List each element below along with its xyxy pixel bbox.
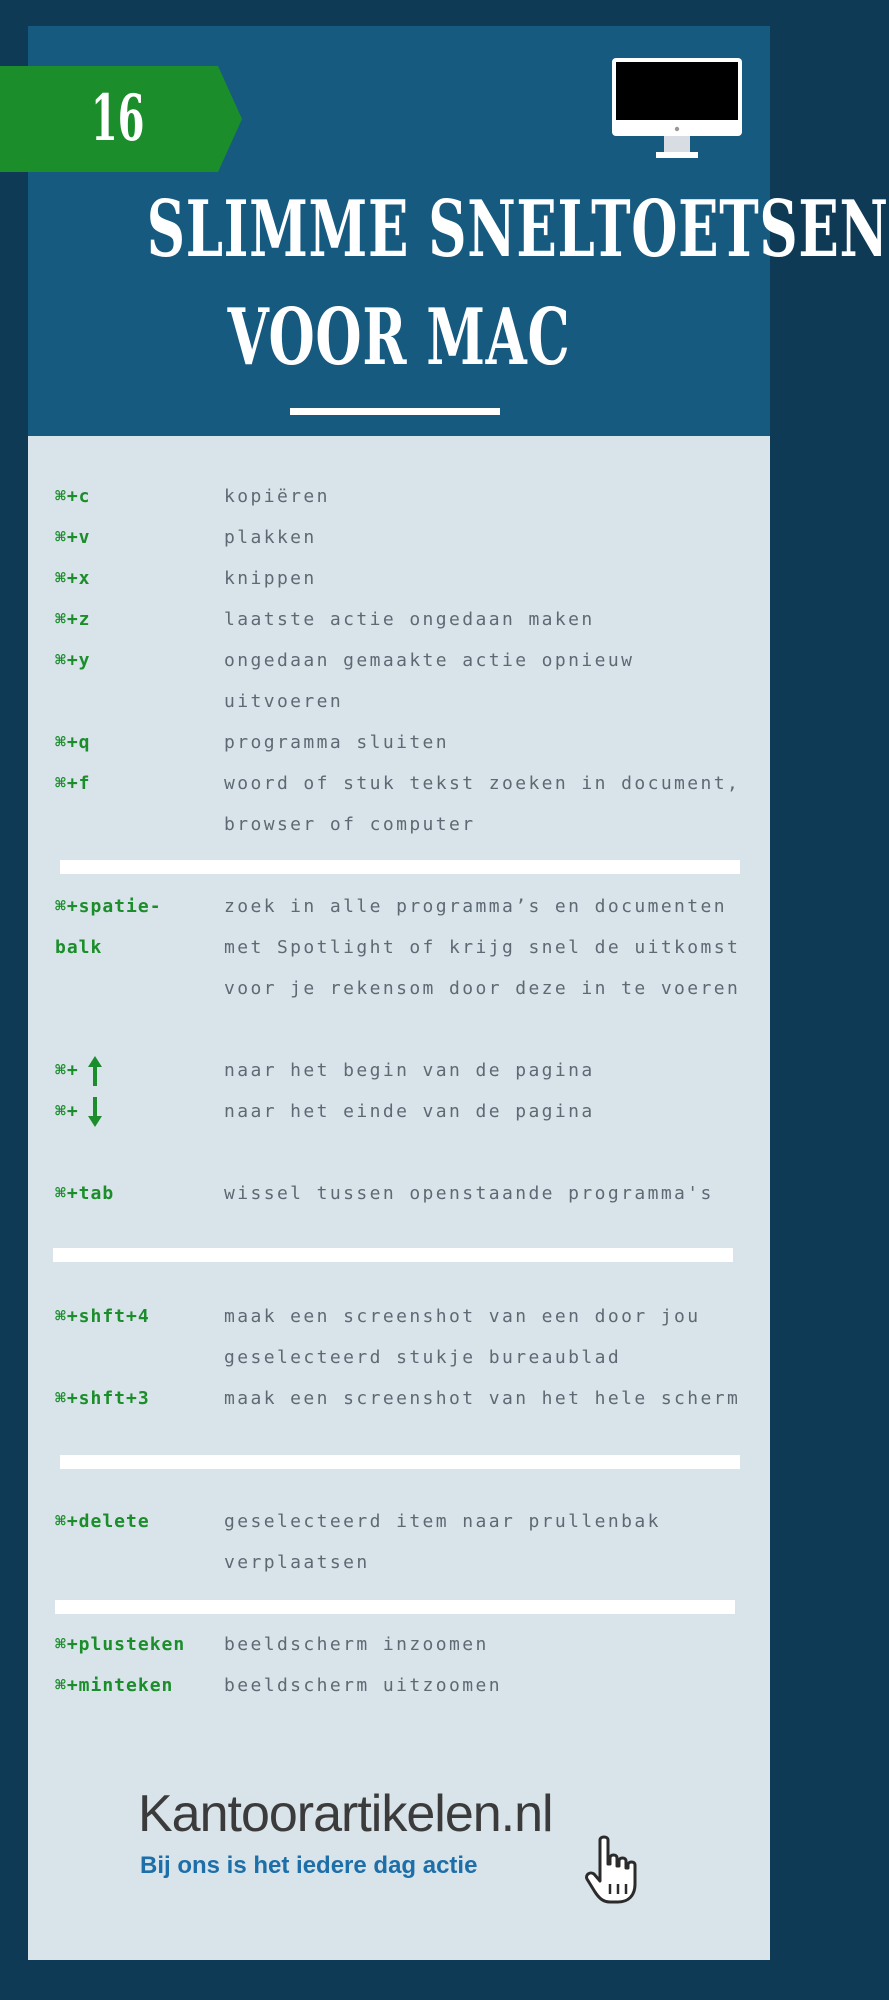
shortcut-description: programma sluiten bbox=[224, 732, 450, 753]
arrow-up-icon bbox=[87, 1055, 103, 1087]
title-underline bbox=[290, 408, 500, 415]
shortcut-description: zoek in alle programma’s en documenten bbox=[224, 896, 728, 917]
shortcut-key: ⌘+y bbox=[55, 650, 91, 671]
shortcut-description: browser of computer bbox=[224, 814, 476, 835]
shortcut-key: ⌘+z bbox=[55, 609, 91, 630]
shortcut-description: woord of stuk tekst zoeken in document, bbox=[224, 773, 741, 794]
hand-cursor-icon bbox=[584, 1834, 640, 1906]
shortcut-key: ⌘+spatie- bbox=[55, 896, 162, 917]
shortcut-key: ⌘+v bbox=[55, 527, 91, 548]
shortcut-description: kopiëren bbox=[224, 486, 330, 507]
shortcut-key: ⌘+delete bbox=[55, 1511, 150, 1532]
section-divider bbox=[60, 860, 740, 874]
shortcut-key: ⌘+plusteken bbox=[55, 1634, 186, 1655]
shortcut-description: wissel tussen openstaande programma's bbox=[224, 1183, 714, 1204]
count-number: 16 bbox=[91, 81, 145, 156]
shortcut-key: ⌘+c bbox=[55, 486, 91, 507]
shortcut-description: uitvoeren bbox=[224, 691, 344, 712]
section-divider bbox=[60, 1455, 740, 1469]
shortcut-key: ⌘+minteken bbox=[55, 1675, 174, 1696]
shortcut-key-text: ⌘+ bbox=[55, 1101, 79, 1122]
shortcut-description: maak een screenshot van een door jou bbox=[224, 1306, 701, 1327]
logo-name: Kantoorartikelen.nl bbox=[138, 1785, 553, 1843]
shortcut-description: laatste actie ongedaan maken bbox=[224, 609, 595, 630]
shortcut-key bbox=[55, 1091, 103, 1132]
shortcut-description: beeldscherm inzoomen bbox=[224, 1634, 489, 1655]
shortcut-description: beeldscherm uitzoomen bbox=[224, 1675, 502, 1696]
section-divider bbox=[55, 1600, 735, 1614]
page-title bbox=[28, 176, 889, 392]
shortcut-description: naar het begin van de pagina bbox=[224, 1060, 595, 1081]
imac-icon bbox=[612, 58, 742, 164]
shortcut-description: met Spotlight of krijg snel de uitkomst bbox=[224, 937, 741, 958]
shortcut-key: ⌘+shft+4 bbox=[55, 1306, 150, 1327]
shortcut-key: ⌘+x bbox=[55, 568, 91, 589]
shortcut-key: ⌘+q bbox=[55, 732, 91, 753]
shortcut-description: knippen bbox=[224, 568, 317, 589]
shortcut-description: geselecteerd stukje bureaublad bbox=[224, 1347, 622, 1368]
brand-logo[interactable] bbox=[138, 1784, 668, 1914]
shortcut-key: balk bbox=[55, 937, 103, 958]
count-badge bbox=[0, 66, 218, 172]
shortcut-key: ⌘+shft+3 bbox=[55, 1388, 150, 1409]
shortcut-description: naar het einde van de pagina bbox=[224, 1101, 595, 1122]
title-line-1: SLIMME SNELTOETSEN bbox=[146, 184, 889, 275]
shortcut-description: maak een screenshot van het hele scherm bbox=[224, 1388, 741, 1409]
shortcut-key: ⌘+f bbox=[55, 773, 91, 794]
shortcut-description: voor je rekensom door deze in te voeren bbox=[224, 978, 741, 999]
header bbox=[28, 26, 889, 436]
infographic-frame bbox=[28, 26, 889, 1960]
logo-tagline: Bij ons is het iedere dag actie bbox=[140, 1852, 478, 1879]
shortcut-description: plakken bbox=[224, 527, 317, 548]
shortcut-key-text: ⌘+ bbox=[55, 1060, 79, 1081]
shortcut-description: ongedaan gemaakte actie opnieuw bbox=[224, 650, 635, 671]
shortcut-description: geselecteerd item naar prullenbak bbox=[224, 1511, 661, 1532]
shortcut-key: ⌘+tab bbox=[55, 1183, 115, 1204]
section-divider bbox=[53, 1248, 733, 1262]
arrow-down-icon bbox=[87, 1096, 103, 1128]
shortcut-key bbox=[55, 1050, 103, 1091]
title-line-2: VOOR MAC bbox=[227, 292, 571, 383]
shortcut-description: verplaatsen bbox=[224, 1552, 370, 1573]
